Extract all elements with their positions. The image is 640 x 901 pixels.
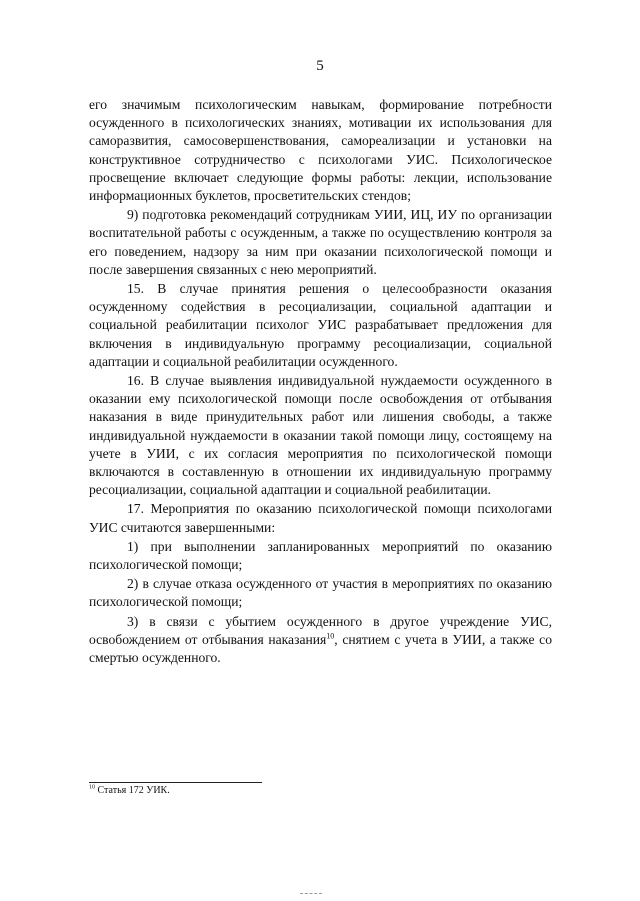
paragraph-item-3 — [89, 613, 552, 668]
footnote — [89, 785, 170, 797]
footnote-text: Статья 172 УИК. — [95, 785, 170, 796]
scan-artifact — [300, 893, 322, 895]
item-3-text-end: , снятием с учета в УИИ, а также со смертью осужденного. — [89, 631, 552, 666]
page-number: 5 — [316, 58, 324, 74]
item-3-text-start: 3) в связи с убытием осужденного в другое учреждение УИС, освобождением от отбывания наказания — [89, 613, 552, 647]
paragraph-continuation: его значимым психологическим навыкам, формирование потребности осужденного в психологических знаниях, мотивации их использования для саморазвития, самосовершенствования, самореализации и установки на конструктивное сотрудничество с психологами УИС. Психологическое просвещение включает следующие формы работы: лекции, использование информационных буклетов, просветительских стендов; — [89, 97, 552, 204]
paragraph-item-2: 2) в случае отказа осужденного от участия в мероприятиях по оказанию психологической помощи; — [89, 576, 552, 610]
footnote-separator — [89, 782, 262, 783]
footnote-marker: 10 — [89, 784, 95, 791]
paragraph-clause-16: 16. В случае выявления индивидуальной нуждаемости осужденного в оказании ему психологической помощи после освобождения от отбывания наказания в виде принудительных работ или лишения свободы, а также индивидуальной нуждаемости в оказании такой помощи лицу, состоящему на учете в УИИ, с их согласия мероприятия по психологической помощи включаются в составленную в отношении их индивидуальную программу ресоциализации, социальной адаптации и социальной реабилитации. — [89, 373, 552, 498]
paragraph-item-1: 1) при выполнении запланированных мероприятий по оказанию психологической помощи; — [89, 538, 552, 573]
footnote-reference: 10 — [326, 631, 335, 641]
paragraph-item-9: 9) подготовка рекомендаций сотрудникам УИИ, ИЦ, ИУ по организации воспитательной работы с осужденным, а также по осуществлению контроля за его поведением, надзору за ним при оказании психологической помощи и после завершения связанных с нею мероприятий. — [89, 207, 552, 277]
paragraph-clause-15: 15. В случае принятия решения о целесообразности оказания осужденному содействия в ресоциализации, социальной адаптации и социальной реабилитации психолог УИС разрабатывает предложения для включения в индивидуальную программу ресоциализации, социальной адаптации и социальной реабилитации осужденного. — [89, 281, 552, 369]
document-body — [89, 96, 552, 667]
paragraph-clause-17: 17. Мероприятия по оказанию психологической помощи психологами УИС считаются завершенными: — [89, 501, 552, 535]
